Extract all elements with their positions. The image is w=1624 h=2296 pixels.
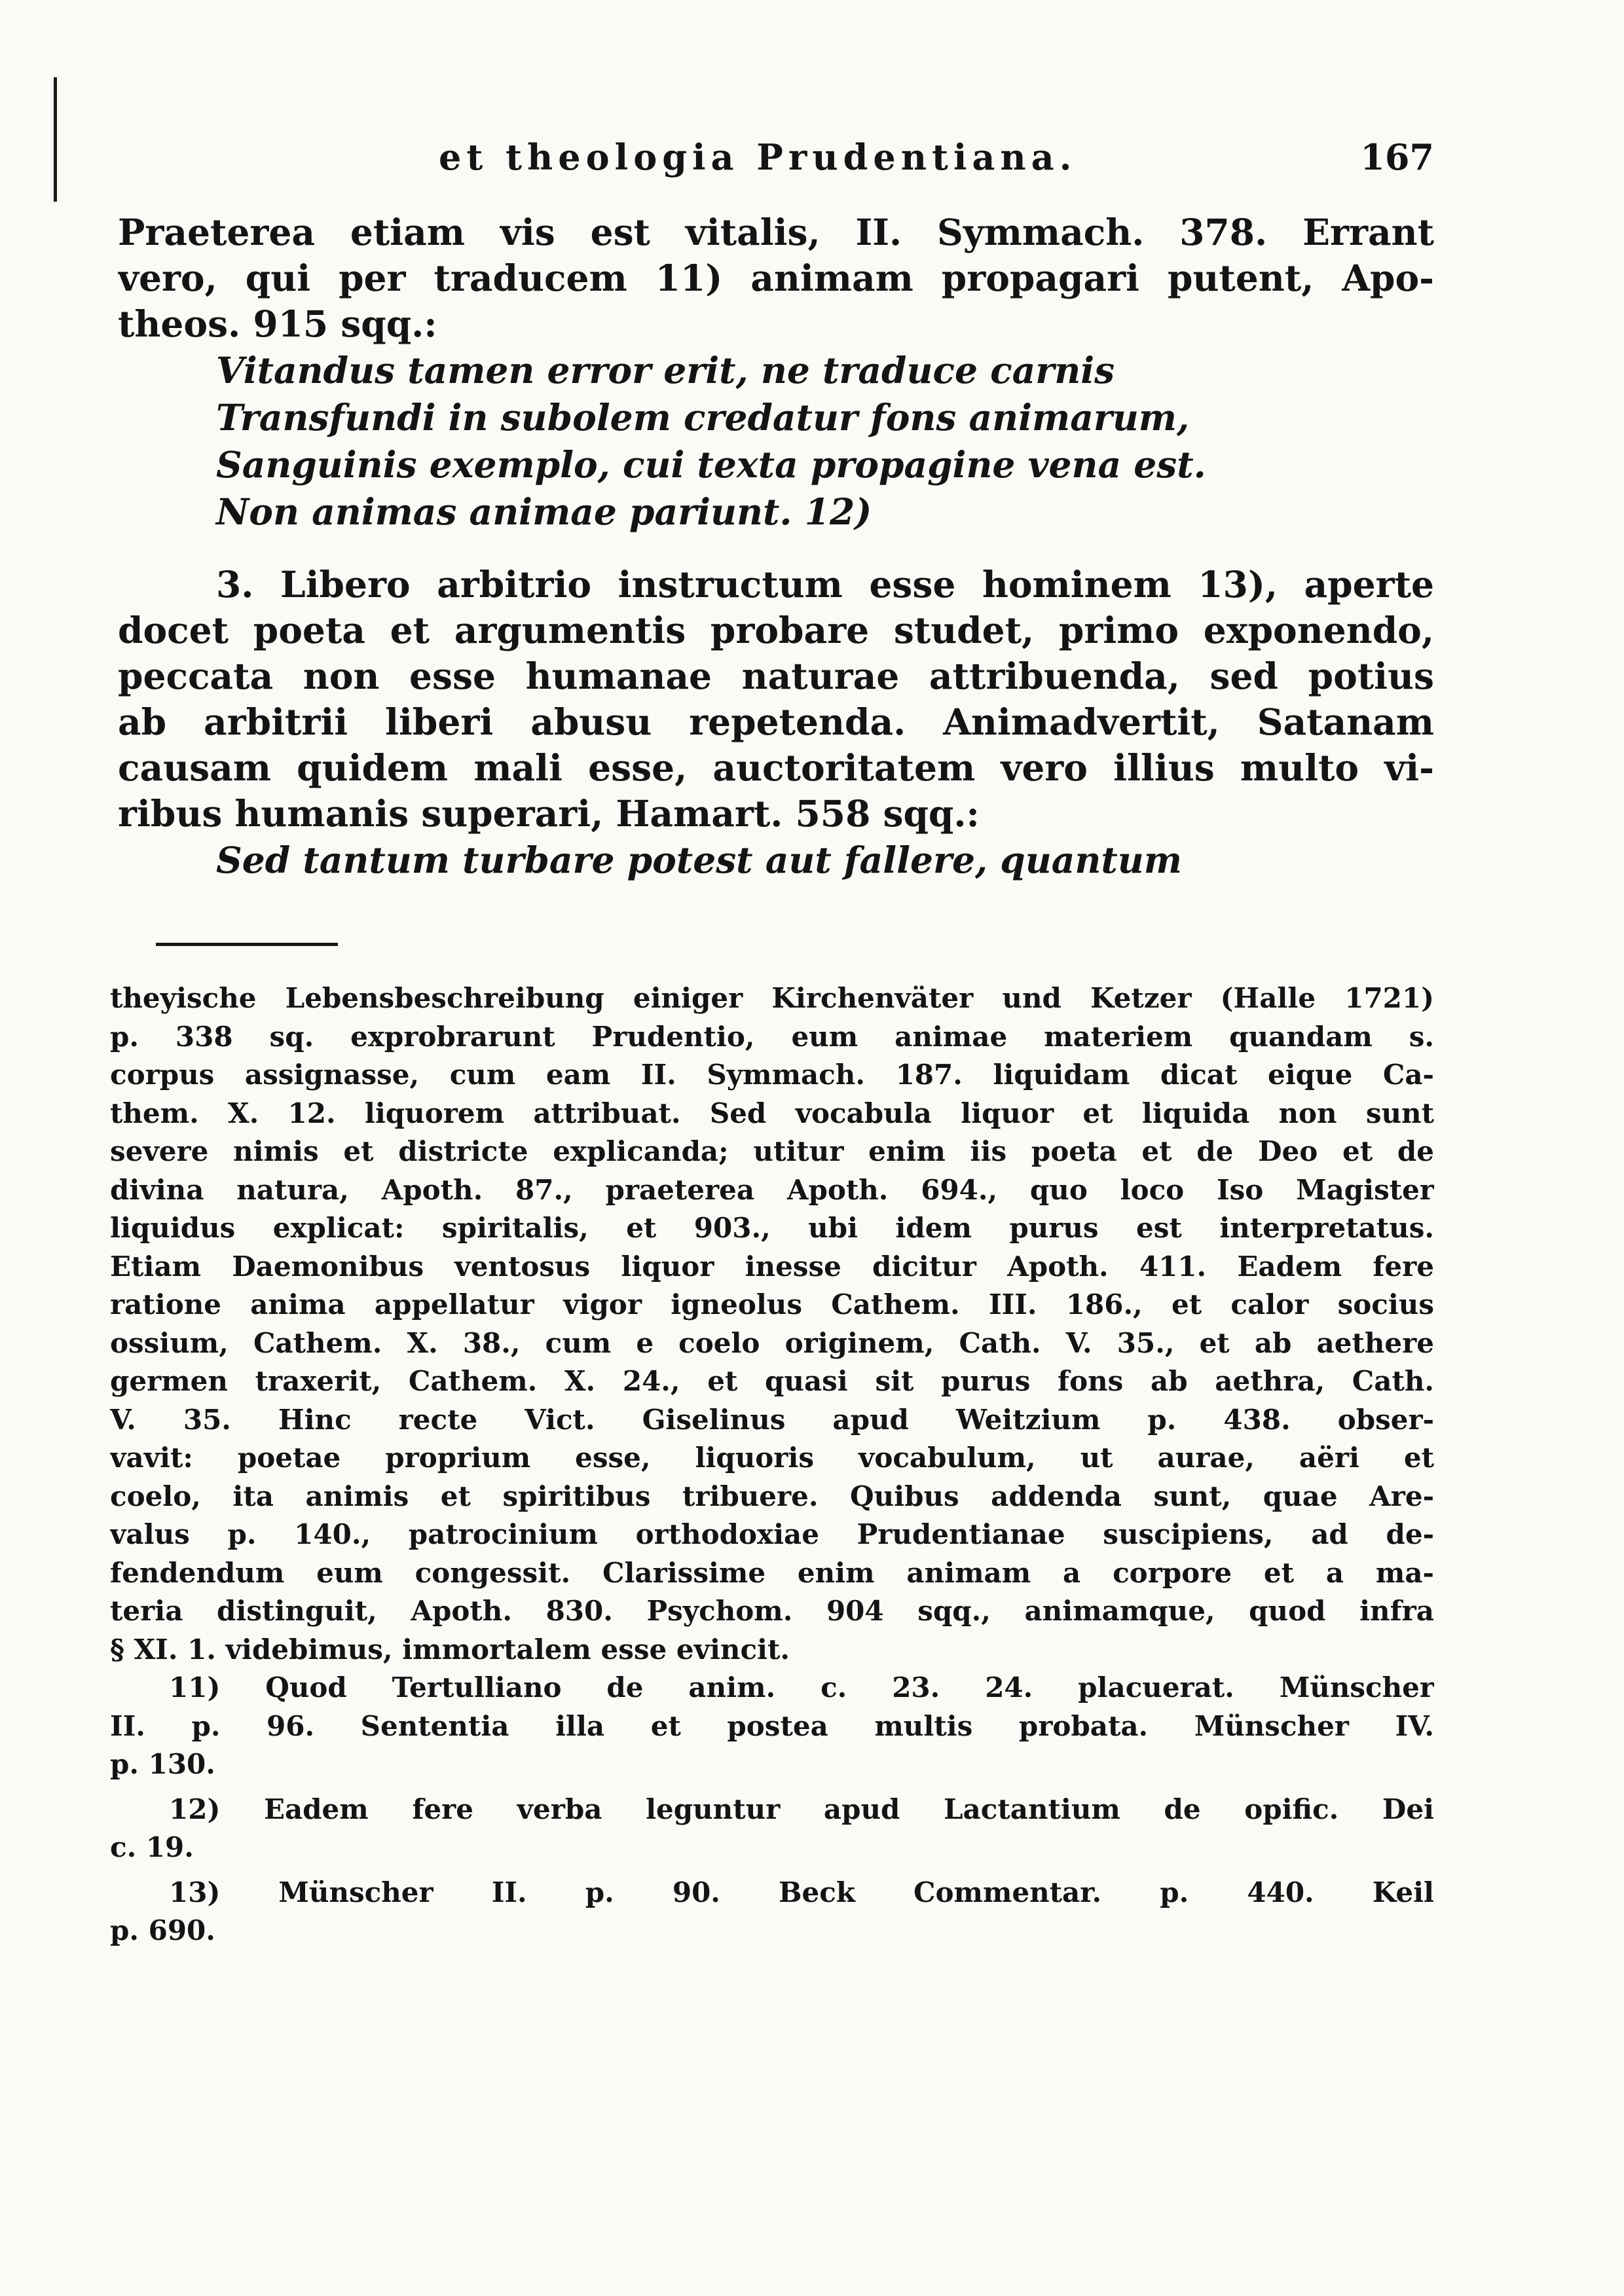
footnote-line: corpus assignasse, cum eam II. Symmach. 187. liquidam dicat eique Ca-: [110, 1059, 1434, 1091]
footnote-line: germen traxerit, Cathem. X. 24., et quasi sit purus fons ab aethra, Cath.: [110, 1365, 1434, 1397]
footnote-line: ratione anima appellatur vigor igneolus Cathem. III. 186., et calor socius: [110, 1288, 1434, 1321]
footnote-rule: [156, 943, 338, 946]
footnote-line: valus p. 140., patrocinium orthodoxiae Prudentianae suscipiens, ad de-: [110, 1518, 1434, 1550]
footnote-line: § XI. 1. videbimus, immortalem esse evincit.: [110, 1633, 790, 1666]
running-title: et theologia Prudentiana.: [439, 136, 1077, 178]
paragraph-line: ab arbitrii liberi abusu repetenda. Animadvertit, Satanam: [118, 701, 1434, 743]
paragraph-line: ribus humanis superari, Hamart. 558 sqq.:: [118, 792, 980, 835]
footnote-13: 13) Münscher II. p. 90. Beck Commentar. p. 440. Keil: [169, 1876, 1434, 1908]
verse-line: Non animas animae pariunt. 12): [216, 490, 872, 533]
footnote-line: severe nimis et districte explicanda; utitur enim iis poeta et de Deo et de: [110, 1135, 1434, 1167]
text-line: vero, qui per traducem 11) animam propagari putent, Apo-: [118, 257, 1434, 299]
footnote-line: liquidus explicat: spiritalis, et 903., ubi idem purus est interpretatus.: [110, 1212, 1434, 1244]
text-line: Praeterea etiam vis est vitalis, II. Symmach. 378. Errant: [118, 211, 1434, 253]
paragraph-line: 3. Libero arbitrio instructum esse hominem 13), aperte: [216, 563, 1434, 606]
footnote-line: coelo, ita animis et spiritibus tribuere. Quibus addenda sunt, quae Are-: [110, 1480, 1434, 1512]
footnote-12: c. 19.: [110, 1831, 194, 1863]
paragraph-line: peccata non esse humanae naturae attribuenda, sed potius: [118, 655, 1434, 697]
page-number: 167: [1360, 136, 1434, 178]
footnote-line: V. 35. Hinc recte Vict. Giselinus apud Weitzium p. 438. obser-: [110, 1403, 1434, 1436]
footnote-line: Etiam Daemonibus ventosus liquor inesse dicitur Apoth. 411. Eadem fere: [110, 1250, 1434, 1283]
footnote-line: theyische Lebensbeschreibung einiger Kirchenväter und Ketzer (Halle 1721): [110, 982, 1434, 1014]
footnote-line: teria distinguit, Apoth. 830. Psychom. 904 sqq., animamque, quod infra: [110, 1595, 1434, 1627]
verse-line: Transfundi in subolem credatur fons animarum,: [216, 396, 1190, 439]
verse-line: Sanguinis exemplo, cui texta propagine vena est.: [216, 443, 1206, 486]
verse-line: Vitandus tamen error erit, ne traduce carnis: [216, 349, 1115, 392]
paragraph-line: causam quidem mali esse, auctoritatem vero illius multo vi-: [118, 746, 1434, 789]
verse-line: Sed tantum turbare potest aut fallere, quantum: [216, 839, 1182, 881]
footnotes: [110, 979, 1434, 1950]
footnote-11: II. p. 96. Sententia illa et postea multis probata. Münscher IV.: [110, 1709, 1434, 1742]
footnote-line: ossium, Cathem. X. 38., cum e coelo originem, Cath. V. 35., et ab aethere: [110, 1326, 1434, 1359]
footnote-11: p. 130.: [110, 1748, 215, 1780]
footnote-12: 12) Eadem fere verba leguntur apud Lactantium de opific. Dei: [169, 1793, 1434, 1825]
page-header: [118, 136, 1434, 189]
paragraph-line: docet poeta et argumentis probare studet, primo exponendo,: [118, 609, 1434, 651]
text-line: theos. 915 sqq.:: [118, 302, 437, 345]
footnote-line: p. 338 sq. exprobrarunt Prudentio, eum animae materiem quandam s.: [110, 1020, 1434, 1053]
binding-edge-line: [54, 77, 57, 202]
main-text: [118, 210, 1434, 884]
footnote-line: vavit: poetae proprium esse, liquoris vocabulum, ut aurae, aëri et: [110, 1442, 1434, 1474]
footnote-line: fendendum eum congessit. Clarissime enim animam a corpore et a ma-: [110, 1556, 1434, 1589]
footnote-11: 11) Quod Tertulliano de anim. c. 23. 24. placuerat. Münscher: [169, 1671, 1434, 1704]
footnote-13: p. 690.: [110, 1914, 215, 1946]
footnote-line: divina natura, Apoth. 87., praeterea Apoth. 694., quo loco Iso Magister: [110, 1173, 1434, 1206]
footnote-line: them. X. 12. liquorem attribuat. Sed vocabula liquor et liquida non sunt: [110, 1097, 1434, 1129]
